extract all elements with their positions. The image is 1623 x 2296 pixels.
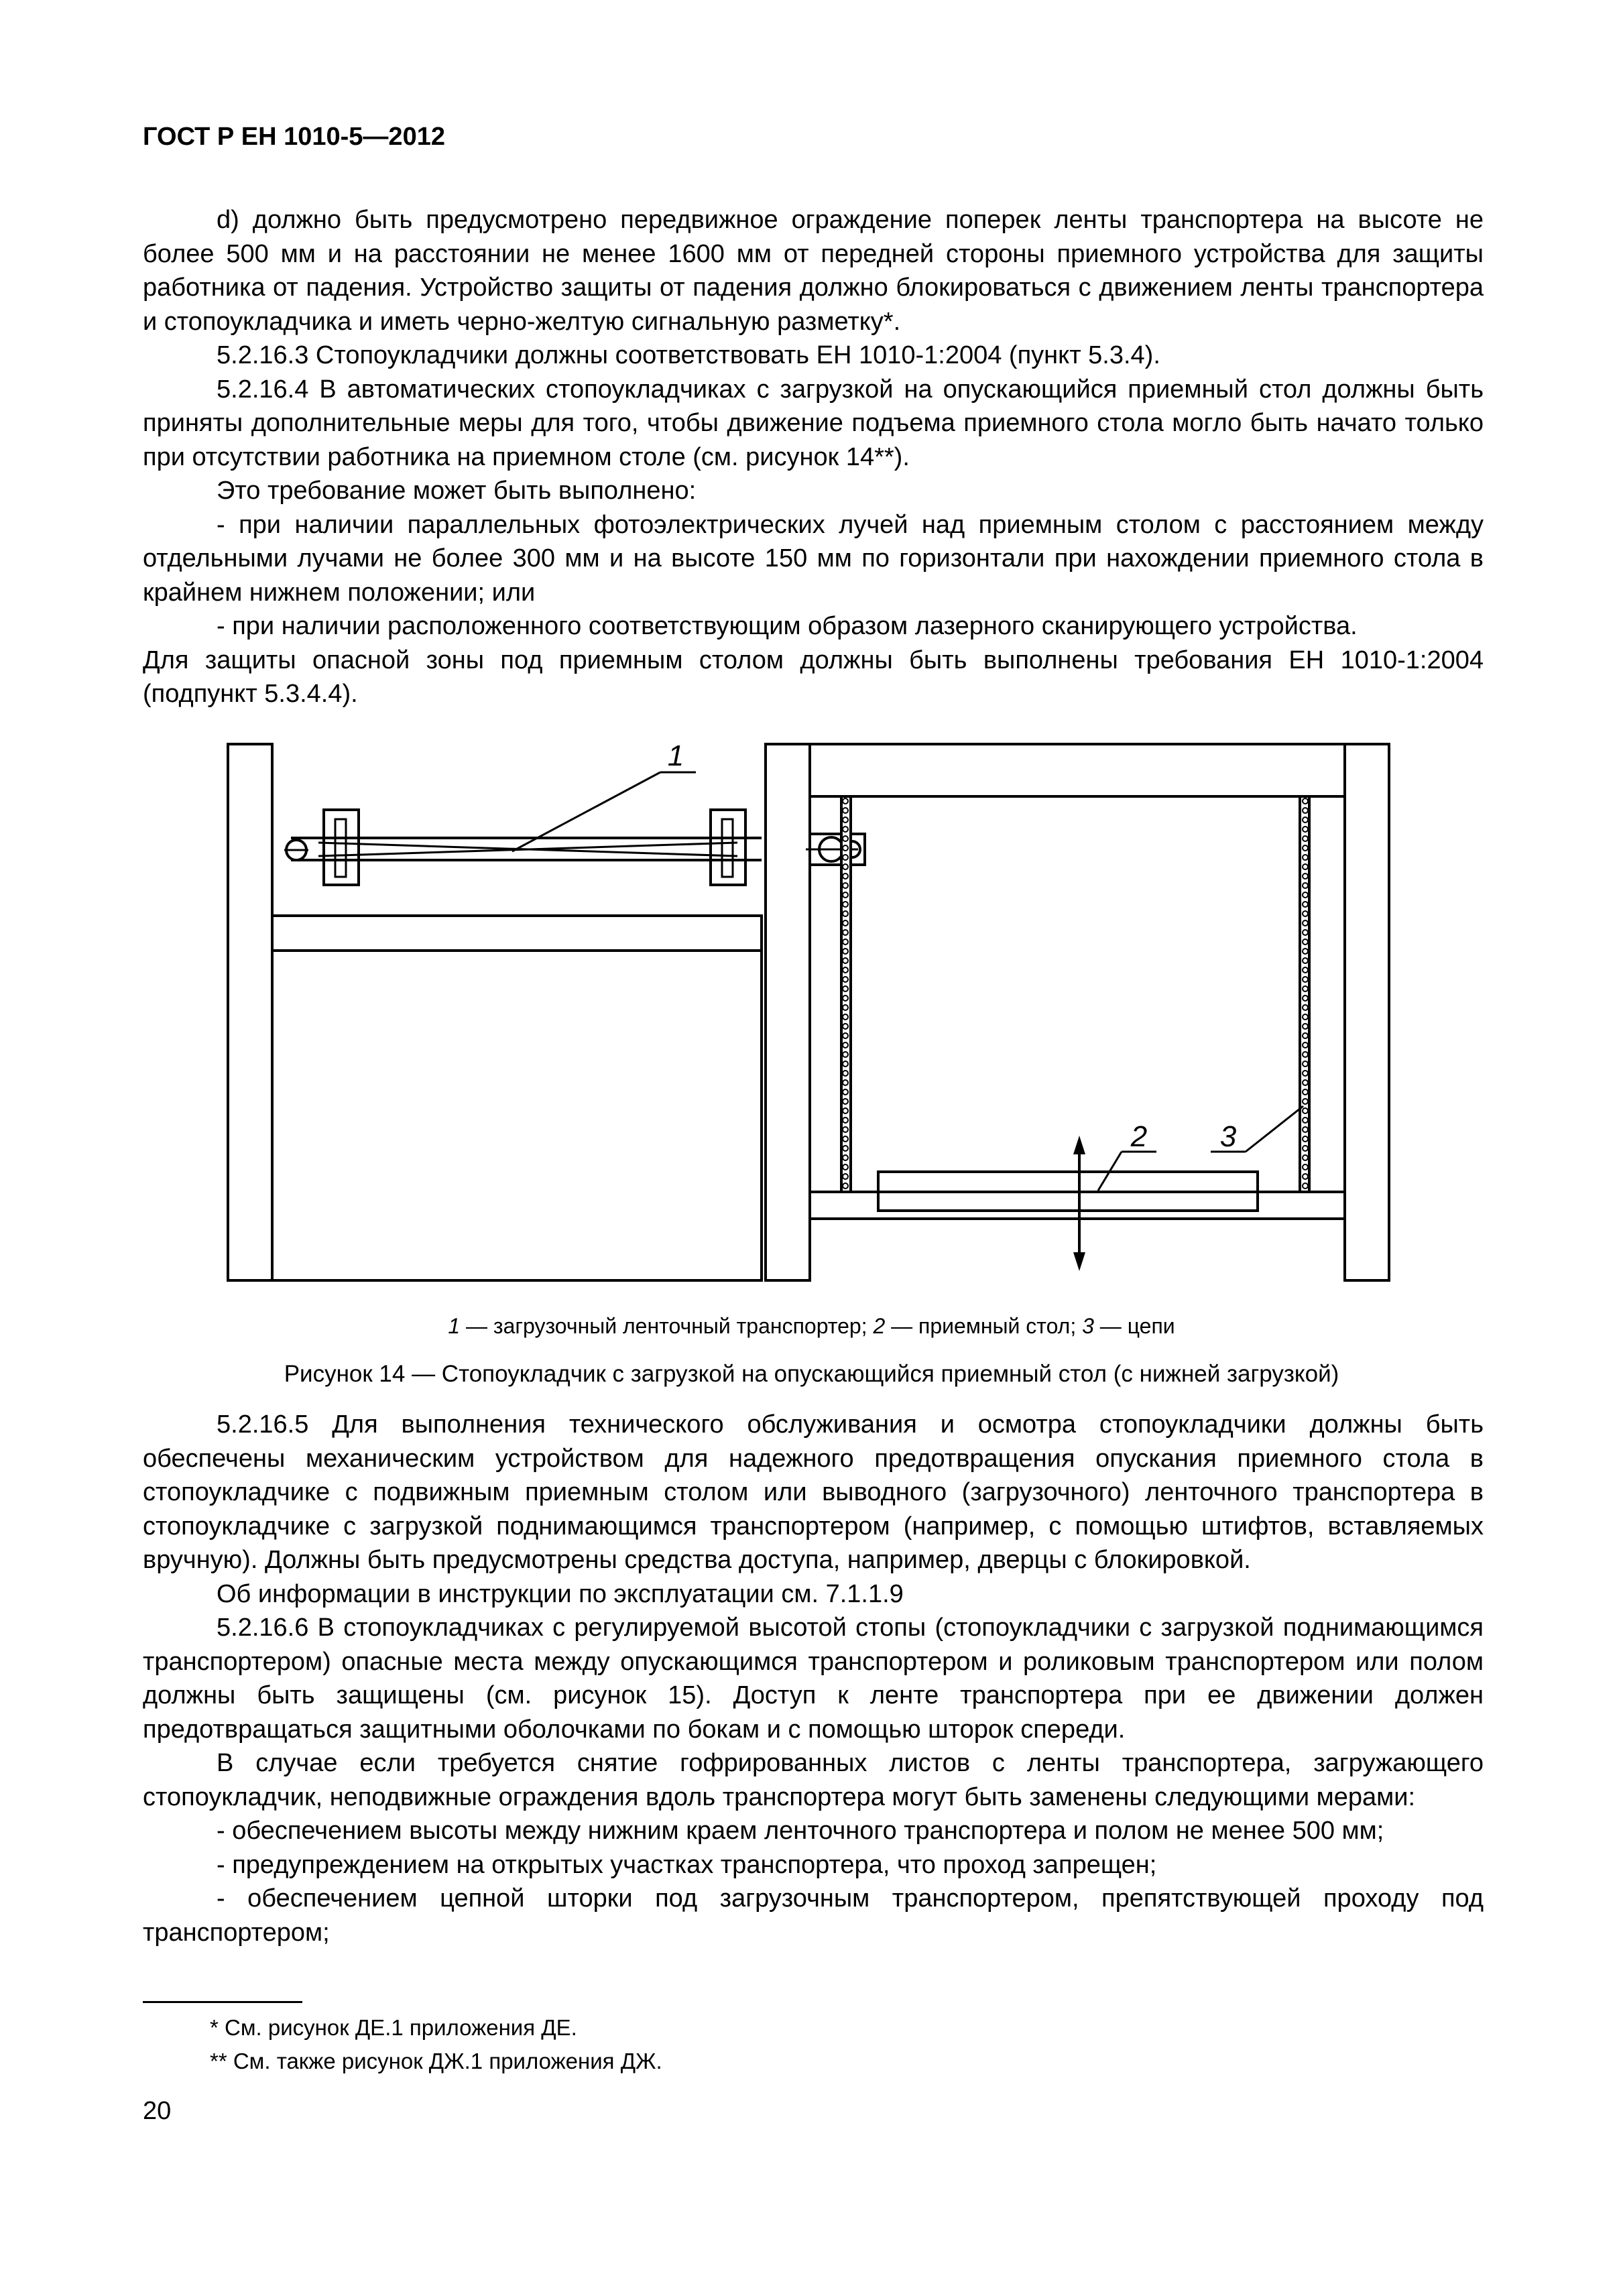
legend-text: — цепи [1093, 1314, 1175, 1338]
paragraph: 5.2.16.5 Для выполнения технического обслуживания и осмотра стопоукладчики должны быть обеспечены механическим устройством для надежного предотвращения опускания приемного стола в стопоукладчике с подвижным приемным столом или выводного (загрузочного) ленточного транспортера в стопоукладчике с загрузкой поднимающимся транспортером (например, с помощью штифтов, вставляемых вручную). Должны быть предусмотрены средства доступа, например, дверцы с блокировкой. [143, 1410, 1484, 1574]
paragraph: Это требование может быть выполнено: [217, 477, 697, 505]
paragraph: 5.2.16.4 В автоматических стопоукладчиках с загрузкой на опускающийся приемный стол должны быть приняты дополнительные меры для того, чтобы движение подъема приемного стола могло быть начато только при отсутствии работника на приемном столе (см. рисунок 14**). [143, 375, 1484, 471]
paragraph: - обеспечением цепной шторки под загрузочным транспортером, препятствующей проходу под транспортером; [143, 1884, 1484, 1947]
legend-num: 3 [1082, 1314, 1094, 1338]
leader-3 [1246, 1106, 1303, 1152]
left-bearing-block [324, 810, 359, 885]
legend-num: 2 [873, 1314, 886, 1338]
right-chain [1300, 796, 1309, 1192]
right-frame-post [1345, 744, 1389, 1280]
paragraph: Об информации в инструкции по эксплуатации см. 7.1.1.9 [217, 1579, 904, 1608]
arrow-up-head [1073, 1136, 1085, 1154]
top-crossbeam [810, 744, 1345, 796]
paragraph: В случае если требуется снятие гофрированных листов с ленты транспортера, загружающего стопоукладчик, неподвижные ограждения вдоль транспортера могут быть заменены следующими мерами: [143, 1749, 1484, 1811]
paragraph: - предупреждением на открытых участках транспортера, что проход запрещен; [217, 1850, 1157, 1879]
figure-legend [0, 1314, 1623, 1339]
figure-14 [221, 731, 1396, 1287]
footnote: * См. рисунок ДЕ.1 приложения ДЕ. [210, 2015, 577, 2040]
paragraph: 5.2.16.6 В стопоукладчиках с регулируемой высотой стопы (стопоукладчики с загрузкой поднимающимся транспортером) опасные места между опускающимся транспортером и роликовым транспортером или полом должны быть защищены (см. рисунок 15). Доступ к ленте транспортера при ее движении должен предотвращаться защитными оболочками по бокам и с помощью шторок спереди. [143, 1614, 1484, 1744]
left-frame-post [228, 744, 272, 1280]
legend-text: — приемный стол; [885, 1314, 1083, 1338]
left-chain [841, 796, 851, 1192]
footnote: ** См. также рисунок ДЖ.1 приложения ДЖ. [210, 2049, 662, 2073]
label-3: 3 [1219, 1120, 1237, 1153]
stacker-drawing [221, 731, 1396, 1287]
table-platform [810, 1192, 1345, 1219]
paragraph: - при наличии параллельных фотоэлектрических лучей над приемным столом с расстоянием между отдельными лучами не более 300 мм и на высоте 150 мм по горизонтали при нахождении приемного стола в крайнем нижнем положении; или [143, 510, 1484, 607]
conveyor-top-rail [272, 916, 762, 951]
body-text-bottom [143, 1408, 1484, 1949]
conveyor-base-block [272, 916, 762, 1280]
label-1: 1 [667, 739, 684, 772]
arrow-down-head [1073, 1252, 1085, 1271]
legend-text: — загрузочный ленточный транспортер; [460, 1314, 874, 1338]
label-2: 2 [1130, 1120, 1148, 1153]
paragraph: - при наличии расположенного соответствующим образом лазерного сканирующего устройства. [217, 612, 1358, 640]
paragraph: 5.2.16.3 Стопоукладчики должны соответствовать ЕН 1010-1:2004 (пункт 5.3.4). [217, 341, 1160, 369]
body-text-top [143, 203, 1484, 711]
legend-num: 1 [448, 1314, 461, 1338]
middle-frame-post [766, 744, 810, 1280]
figure-caption: Рисунок 14 — Стопоукладчик с загрузкой на опускающийся приемный стол (с нижней загрузкой) [284, 1361, 1339, 1387]
page-number: 20 [143, 2097, 172, 2125]
paragraph: - обеспечением высоты между нижним краем ленточного транспортера и полом не менее 500 мм; [217, 1817, 1384, 1845]
paragraph: d) должно быть предусмотрено передвижное ограждение поперек ленты транспортера на высоте не более 500 мм и на расстоянии не менее 1600 мм от передней стороны приемного устройства для защиты работника от падения. Устройство защиты от падения должно блокироваться с движением ленты транспортера и стопоукладчика и иметь черно-желтую сигнальную разметку*. [143, 206, 1484, 336]
footnotes [210, 2011, 662, 2078]
right-bearing-block [711, 810, 745, 885]
document-header: ГОСТ Р ЕН 1010-5—2012 [143, 123, 445, 151]
leader-1 [512, 772, 660, 851]
paragraph: Для защиты опасной зоны под приемным столом должны быть выполнены требования ЕН 1010-1:2004 (подпункт 5.3.4.4). [143, 646, 1484, 708]
footnote-rule [143, 2001, 302, 2003]
